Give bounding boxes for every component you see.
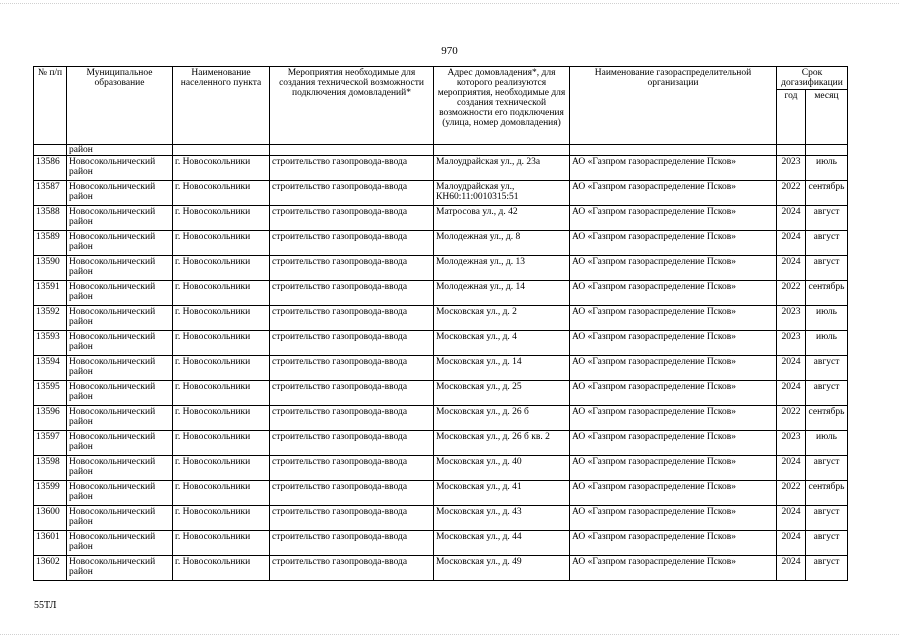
table-row — [34, 231, 848, 256]
table-row — [34, 356, 848, 381]
row-measures: строительство газопровода-ввода — [270, 406, 434, 431]
row-year: 2024 — [777, 356, 806, 381]
row-municipality: Новосокольнический район — [67, 506, 173, 531]
continuation-empty-cell — [777, 145, 806, 156]
row-settlement: г. Новосокольники — [173, 306, 270, 331]
row-year: 2022 — [777, 281, 806, 306]
table-row — [34, 181, 848, 206]
header-settlement: Наименование населенного пункта — [173, 67, 270, 145]
row-address: Московская ул., д. 40 — [434, 456, 570, 481]
table-row — [34, 206, 848, 231]
row-num: 13592 — [34, 306, 67, 331]
row-month: сентябрь — [806, 481, 848, 506]
row-address: Молодежная ул., д. 13 — [434, 256, 570, 281]
header-address: Адрес домовладения*, для которого реализуются мероприятия, необходимые для создания технической возможности его подключения (улица, номер домовладения) — [434, 67, 570, 145]
row-num: 13599 — [34, 481, 67, 506]
row-settlement: г. Новосокольники — [173, 331, 270, 356]
row-year: 2022 — [777, 406, 806, 431]
row-month: август — [806, 356, 848, 381]
row-address: Малоудрайская ул., д. 23а — [434, 156, 570, 181]
row-measures: строительство газопровода-ввода — [270, 556, 434, 581]
row-municipality: Новосокольнический район — [67, 456, 173, 481]
row-num: 13590 — [34, 256, 67, 281]
row-year: 2024 — [777, 231, 806, 256]
header-municipality: Муниципальное образование — [67, 67, 173, 145]
continuation-row — [34, 145, 848, 156]
table-row — [34, 481, 848, 506]
row-month: июль — [806, 156, 848, 181]
row-num: 13598 — [34, 456, 67, 481]
page-number: 970 — [441, 45, 458, 57]
row-municipality: Новосокольнический район — [67, 306, 173, 331]
row-measures: строительство газопровода-ввода — [270, 256, 434, 281]
row-measures: строительство газопровода-ввода — [270, 231, 434, 256]
row-year: 2024 — [777, 556, 806, 581]
scan-edge-bottom — [0, 634, 899, 636]
row-address: Московская ул., д. 44 — [434, 531, 570, 556]
row-num: 13602 — [34, 556, 67, 581]
row-month: август — [806, 206, 848, 231]
continuation-empty-cell — [806, 145, 848, 156]
row-address: Молодежная ул., д. 14 — [434, 281, 570, 306]
table-row — [34, 381, 848, 406]
row-settlement: г. Новосокольники — [173, 506, 270, 531]
header-row — [34, 67, 848, 90]
header-month: месяц — [806, 90, 848, 145]
row-settlement: г. Новосокольники — [173, 556, 270, 581]
row-year: 2023 — [777, 331, 806, 356]
row-month: август — [806, 231, 848, 256]
row-measures: строительство газопровода-ввода — [270, 281, 434, 306]
row-address: Московская ул., д. 43 — [434, 506, 570, 531]
row-settlement: г. Новосокольники — [173, 381, 270, 406]
row-settlement: г. Новосокольники — [173, 256, 270, 281]
table-row — [34, 256, 848, 281]
row-year: 2024 — [777, 506, 806, 531]
row-organization: АО «Газпром газораспределение Псков» — [570, 306, 777, 331]
row-month: сентябрь — [806, 181, 848, 206]
row-address: Московская ул., д. 25 — [434, 381, 570, 406]
row-municipality: Новосокольнический район — [67, 331, 173, 356]
row-num: 13597 — [34, 431, 67, 456]
row-municipality: Новосокольнический район — [67, 556, 173, 581]
gasification-table — [33, 66, 848, 581]
row-organization: АО «Газпром газораспределение Псков» — [570, 406, 777, 431]
row-address: Московская ул., д. 14 — [434, 356, 570, 381]
continuation-empty-cell — [570, 145, 777, 156]
row-organization: АО «Газпром газораспределение Псков» — [570, 506, 777, 531]
row-organization: АО «Газпром газораспределение Псков» — [570, 281, 777, 306]
row-settlement: г. Новосокольники — [173, 281, 270, 306]
table-row — [34, 281, 848, 306]
row-municipality: Новосокольнический район — [67, 206, 173, 231]
table-row — [34, 306, 848, 331]
row-address: Матросова ул., д. 42 — [434, 206, 570, 231]
row-month: июль — [806, 331, 848, 356]
row-municipality: Новосокольнический район — [67, 381, 173, 406]
row-organization: АО «Газпром газораспределение Псков» — [570, 481, 777, 506]
row-municipality: Новосокольнический район — [67, 256, 173, 281]
row-municipality: Новосокольнический район — [67, 231, 173, 256]
row-year: 2024 — [777, 456, 806, 481]
table-row — [34, 506, 848, 531]
row-settlement: г. Новосокольники — [173, 156, 270, 181]
row-settlement: г. Новосокольники — [173, 531, 270, 556]
row-settlement: г. Новосокольники — [173, 356, 270, 381]
row-settlement: г. Новосокольники — [173, 206, 270, 231]
table-row — [34, 431, 848, 456]
row-address: Московская ул., д. 26 б — [434, 406, 570, 431]
header-year: год — [777, 90, 806, 145]
row-month: сентябрь — [806, 281, 848, 306]
header-deadline: Срок догазификации — [777, 67, 848, 90]
row-month: август — [806, 556, 848, 581]
row-organization: АО «Газпром газораспределение Псков» — [570, 531, 777, 556]
row-month: июль — [806, 431, 848, 456]
row-year: 2023 — [777, 431, 806, 456]
row-address: Молодежная ул., д. 8 — [434, 231, 570, 256]
continuation-empty-cell — [270, 145, 434, 156]
row-num: 13587 — [34, 181, 67, 206]
row-address: Малоудрайская ул., КН60:11:0010315:51 — [434, 181, 570, 206]
row-organization: АО «Газпром газораспределение Псков» — [570, 231, 777, 256]
row-num: 13589 — [34, 231, 67, 256]
row-num: 13596 — [34, 406, 67, 431]
row-organization: АО «Газпром газораспределение Псков» — [570, 381, 777, 406]
row-measures: строительство газопровода-ввода — [270, 431, 434, 456]
row-measures: строительство газопровода-ввода — [270, 156, 434, 181]
row-month: сентябрь — [806, 406, 848, 431]
footer-code: 55ТЛ — [34, 600, 57, 611]
table-row — [34, 406, 848, 431]
row-settlement: г. Новосокольники — [173, 231, 270, 256]
continuation-num-cell — [34, 145, 67, 156]
row-municipality: Новосокольнический район — [67, 156, 173, 181]
row-measures: строительство газопровода-ввода — [270, 381, 434, 406]
row-municipality: Новосокольнический район — [67, 356, 173, 381]
row-num: 13600 — [34, 506, 67, 531]
row-year: 2023 — [777, 306, 806, 331]
row-num: 13588 — [34, 206, 67, 231]
header-measures: Мероприятия необходимые для создания технической возможности подключения домовладений* — [270, 67, 434, 145]
row-year: 2024 — [777, 206, 806, 231]
row-year: 2024 — [777, 256, 806, 281]
row-organization: АО «Газпром газораспределение Псков» — [570, 456, 777, 481]
row-address: Московская ул., д. 4 — [434, 331, 570, 356]
row-settlement: г. Новосокольники — [173, 181, 270, 206]
row-measures: строительство газопровода-ввода — [270, 331, 434, 356]
row-num: 13595 — [34, 381, 67, 406]
row-num: 13601 — [34, 531, 67, 556]
table-row — [34, 331, 848, 356]
row-month: август — [806, 456, 848, 481]
row-num: 13593 — [34, 331, 67, 356]
row-num: 13594 — [34, 356, 67, 381]
row-municipality: Новосокольнический район — [67, 431, 173, 456]
header-num: № п/п — [34, 67, 67, 145]
row-settlement: г. Новосокольники — [173, 481, 270, 506]
row-measures: строительство газопровода-ввода — [270, 356, 434, 381]
header-organization: Наименование газораспределительной организации — [570, 67, 777, 145]
row-month: июль — [806, 306, 848, 331]
row-measures: строительство газопровода-ввода — [270, 456, 434, 481]
row-organization: АО «Газпром газораспределение Псков» — [570, 331, 777, 356]
row-settlement: г. Новосокольники — [173, 406, 270, 431]
row-year: 2022 — [777, 481, 806, 506]
row-settlement: г. Новосокольники — [173, 456, 270, 481]
row-municipality: Новосокольнический район — [67, 406, 173, 431]
row-measures: строительство газопровода-ввода — [270, 206, 434, 231]
row-measures: строительство газопровода-ввода — [270, 531, 434, 556]
row-municipality: Новосокольнический район — [67, 181, 173, 206]
scan-edge-top — [0, 3, 899, 5]
row-municipality: Новосокольнический район — [67, 481, 173, 506]
row-measures: строительство газопровода-ввода — [270, 506, 434, 531]
table-row — [34, 156, 848, 181]
row-month: август — [806, 256, 848, 281]
row-num: 13591 — [34, 281, 67, 306]
row-measures: строительство газопровода-ввода — [270, 181, 434, 206]
row-month: август — [806, 531, 848, 556]
row-year: 2024 — [777, 531, 806, 556]
row-municipality: Новосокольнический район — [67, 531, 173, 556]
row-address: Московская ул., д. 41 — [434, 481, 570, 506]
table-row — [34, 531, 848, 556]
row-address: Московская ул., д. 49 — [434, 556, 570, 581]
row-settlement: г. Новосокольники — [173, 431, 270, 456]
row-organization: АО «Газпром газораспределение Псков» — [570, 556, 777, 581]
row-year: 2024 — [777, 381, 806, 406]
row-organization: АО «Газпром газораспределение Псков» — [570, 256, 777, 281]
row-num: 13586 — [34, 156, 67, 181]
row-address: Московская ул., д. 26 б кв. 2 — [434, 431, 570, 456]
row-organization: АО «Газпром газораспределение Псков» — [570, 181, 777, 206]
continuation-empty-cell — [173, 145, 270, 156]
row-year: 2023 — [777, 156, 806, 181]
row-year: 2022 — [777, 181, 806, 206]
row-organization: АО «Газпром газораспределение Псков» — [570, 156, 777, 181]
row-municipality: Новосокольнический район — [67, 281, 173, 306]
continuation-empty-cell — [434, 145, 570, 156]
continuation-text: район — [67, 145, 173, 156]
row-address: Московская ул., д. 2 — [434, 306, 570, 331]
table-row — [34, 456, 848, 481]
row-measures: строительство газопровода-ввода — [270, 481, 434, 506]
row-organization: АО «Газпром газораспределение Псков» — [570, 431, 777, 456]
row-organization: АО «Газпром газораспределение Псков» — [570, 356, 777, 381]
row-organization: АО «Газпром газораспределение Псков» — [570, 206, 777, 231]
row-month: август — [806, 506, 848, 531]
row-month: август — [806, 381, 848, 406]
row-measures: строительство газопровода-ввода — [270, 306, 434, 331]
table-row — [34, 556, 848, 581]
